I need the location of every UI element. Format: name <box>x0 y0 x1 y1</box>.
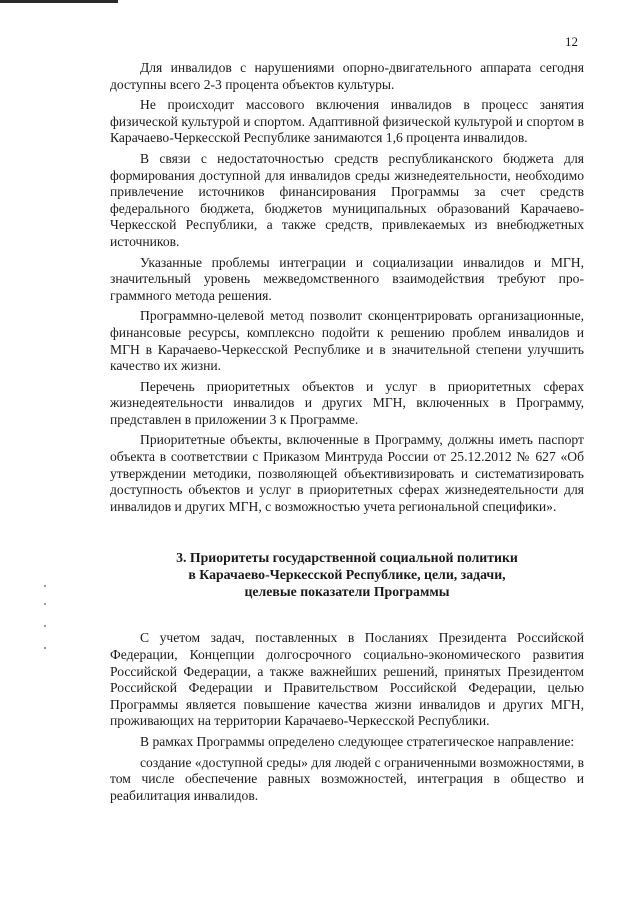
page-number: 12 <box>565 34 578 49</box>
paragraph: В связи с недостаточностью средств республиканского бюджета для формирования доступной для инвалидов среды жизнедеятельности, необходимо привлечение источников финансирования Программы за счет средств федерального бюджета, бюджетов муниципальных образований Карачаево-Черкесской Республики, а также средств, привлекаемых из внебюджетных источников. <box>110 150 584 249</box>
margin-scan-marks <box>44 585 50 655</box>
paragraph: Приоритетные объекты, включенные в Программу, должны иметь паспорт объекта в соответствии с Приказом Минтруда России от 25.12.2012 № 627 «Об утверждении методики, позволяющей объективизировать и систематизировать доступность объектов и услуг в приоритетных сферах жизнедеятельности для инвалидов и других МГН, с возможностью учета региональной специфики». <box>110 432 584 514</box>
paragraph: Перечень приоритетных объектов и услуг в приоритетных сферах жизнедеятельности инвалидов и других МГН, включенных в Программу, представлен в приложении 3 к Программе. <box>110 378 584 427</box>
top-edge-rule <box>0 0 118 3</box>
paragraph: С учетом задач, поставленных в Посланиях Президента Российской Федерации, Концепции долгосрочного социально-экономического развития Российской Федерации, а также важнейших решений, принятых Президентом Российской Федерации и Правительством Российской Федерации, целью Программы является повышение качества жизни инвалидов и других МГН, проживающих на территории Карачаево-Черкесской Республики. <box>110 630 584 729</box>
paragraph: Для инвалидов с нарушениями опорно-двигательного аппарата сегодня доступны всего 2-3 процента объектов культуры. <box>110 60 584 92</box>
paragraph: В рамках Программы определено следующее стратегическое направление: <box>140 734 575 749</box>
paragraph: создание «доступной среды» для людей с ограниченными возможностями, в том числе обеспечение равных возможностей, интеграция в общество и реабилитация инвалидов. <box>110 754 584 803</box>
section-heading-line: 3. Приоритеты государственной социальной политики <box>176 550 518 566</box>
body-text <box>110 60 584 808</box>
paragraph: Программно-целевой метод позволит сконцентрировать организационные, финансовые ресурсы, комплексно подойти к решению проблем инвалидов и МГН в Карачаево-Черкесской Республике и в значительной степени улучшить качество их жизни. <box>110 308 584 374</box>
section-heading-line: в Карачаево-Черкесской Республике, цели, задачи, <box>188 567 506 583</box>
paragraph: Указанные проблемы интеграции и социализации инвалидов и МГН, значительный уровень межведомственного взаимодействия требуют программного метода решения. <box>110 254 584 303</box>
section-heading <box>110 549 584 600</box>
section-heading-line: целевые показатели Программы <box>244 584 450 600</box>
paragraph: Не происходит массового включения инвалидов в процесс занятия физической культурой и спортом. Адаптивной физической культурой и спортом в Карачаево-Черкесской Республике занимаются 1,6 процента инвалидов. <box>110 97 584 146</box>
